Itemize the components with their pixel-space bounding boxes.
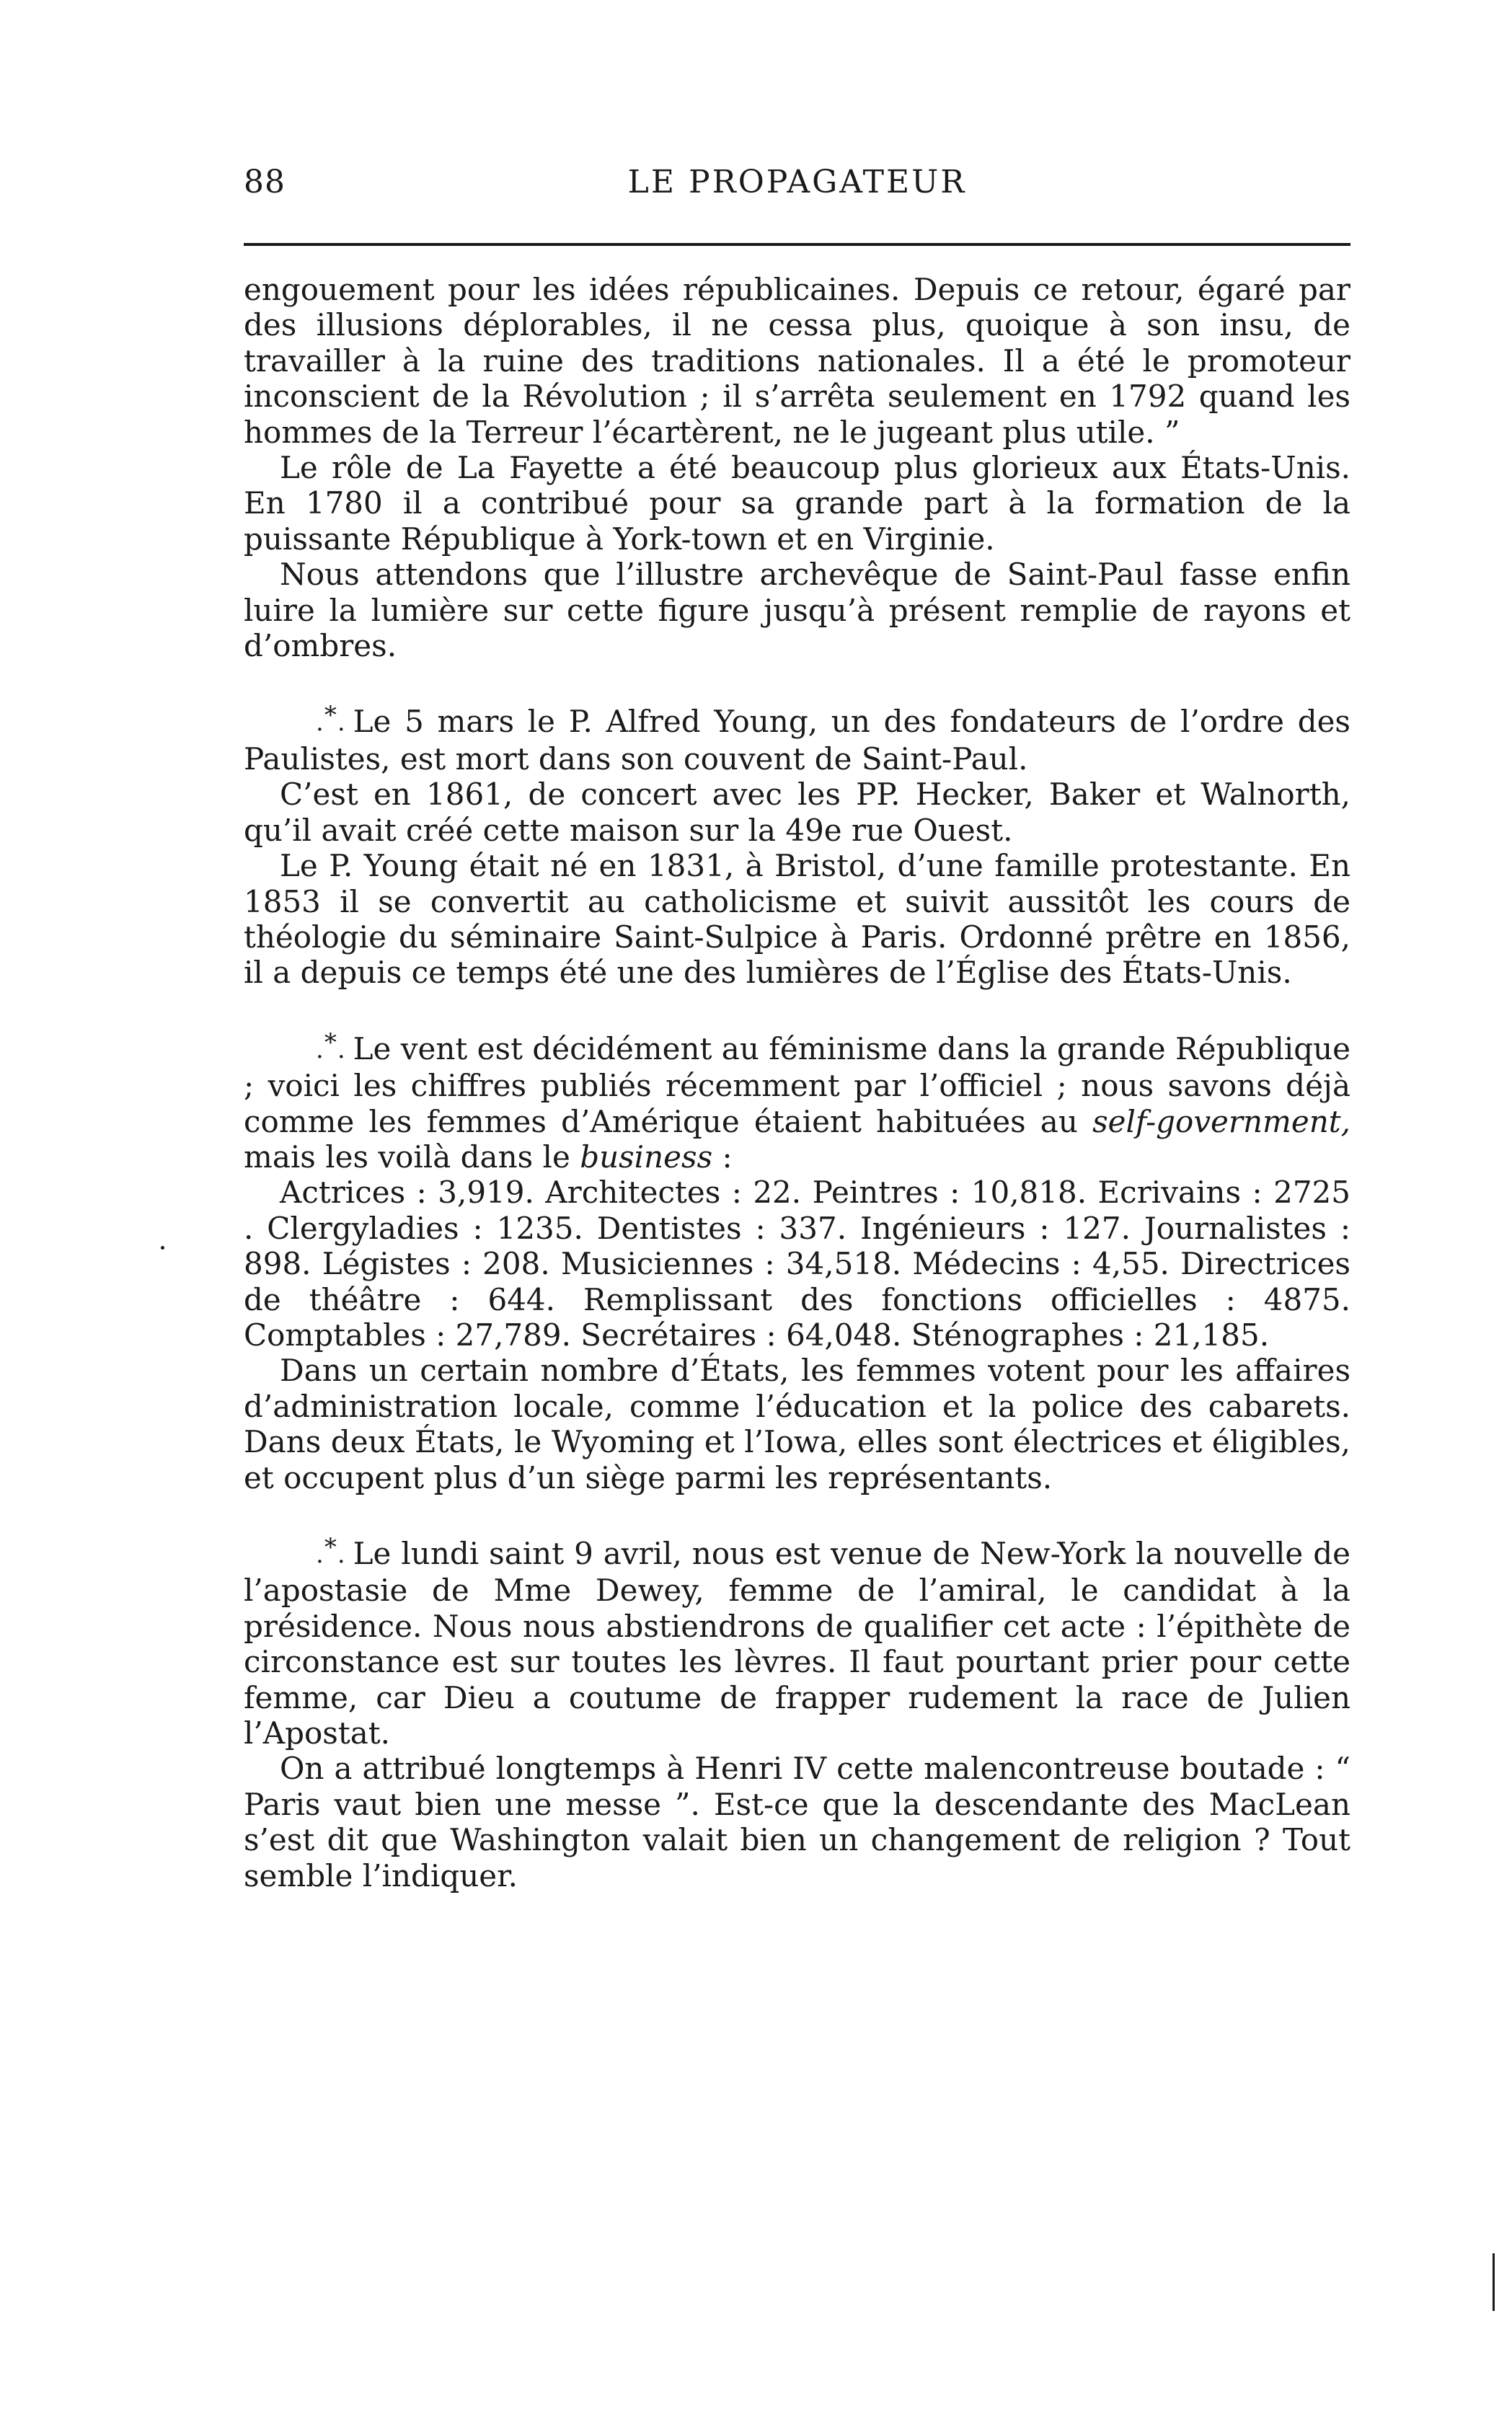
section-dewey bbox=[244, 1530, 1350, 1893]
asterism-icon: .*. bbox=[316, 701, 346, 738]
margin-speck bbox=[161, 1246, 164, 1250]
asterism-icon: .*. bbox=[316, 1028, 346, 1064]
paragraph: Le P. Young était né en 1831, à Bristol, d’une famille protestante. En 1853 il se convertit au catholicisme et suivit aussitôt les cours de théologie du séminaire Saint-Sulpice à Paris. Ordonné prêtre en 1856, il a depuis ce temps été une des lumières de l’Église des États-Unis. bbox=[244, 848, 1350, 991]
paragraph: On a attribué longtemps à Henri IV cette malencontreuse boutade : “ Paris vaut bien une messe ”. Est-ce que la descendante des MacLean s’est dit que Washington valait bien un changement de religion ? Tout semble l’indiquer. bbox=[244, 1751, 1350, 1893]
section-feminisme bbox=[244, 1025, 1350, 1495]
paragraph: .*. Le 5 mars le P. Alfred Young, un des fondateurs de l’ordre des Paulistes, est mort dans son couvent de Saint-Paul. bbox=[244, 698, 1350, 777]
page-number: 88 bbox=[244, 164, 286, 200]
paragraph: Dans un certain nombre d’États, les femmes votent pour les affaires d’administration locale, comme l’éducation et la police des cabarets. Dans deux États, le Wyoming et l’Iowa, elles sont électrices et éligibles, et occupent plus d’un siège parmi les représentants. bbox=[244, 1353, 1350, 1495]
running-title: LE PROPAGATEUR bbox=[627, 164, 967, 200]
paragraph: C’est en 1861, de concert avec les PP. Hecker, Baker et Walnorth, qu’il avait créé cette maison sur la 49e rue Ouest. bbox=[244, 777, 1350, 848]
margin-mark bbox=[1493, 2253, 1499, 2311]
header-rule bbox=[244, 243, 1350, 246]
book-page bbox=[244, 148, 1350, 1893]
running-header bbox=[244, 148, 1350, 210]
article-body bbox=[244, 272, 1350, 1893]
statistics-paragraph: Actrices : 3,919. Architectes : 22. Peintres : 10,818. Ecrivains : 2725 . Clergyladies : 1235. Dentistes : 337. Ingénieurs : 127. Journalistes : 898. Légistes : 208. Musiciennes : 34,518. Médecins : 4,55. Directrices de théâtre : 644. Remplissant des fonctions officielles : 4875. Comptables : 27,789. Secrétaires : 64,048. Sténographes : 21,185. bbox=[244, 1175, 1350, 1353]
asterism-icon: .*. bbox=[316, 1533, 346, 1569]
section-young bbox=[244, 698, 1350, 990]
section-lafayette bbox=[244, 272, 1350, 663]
paragraph: engouement pour les idées républicaines. Depuis ce retour, égaré par des illusions déplorables, il ne cessa plus, quoique à son insu, de travailler à la ruine des traditions nationales. Il a été le promoteur inconscient de la Révolution ; il s’arrêta seulement en 1792 quand les hommes de la Terreur l’écartèrent, ne le jugeant plus utile. ” bbox=[244, 272, 1350, 450]
paragraph: .*. Le vent est décidément au féminisme dans la grande République ; voici les chiffres publiés récemment par l’officiel ; nous savons déjà comme les femmes d’Amérique étaient habituées au self-government, mais les voilà dans le business : bbox=[244, 1025, 1350, 1175]
paragraph: Nous attendons que l’illustre archevêque de Saint-Paul fasse enfin luire la lumière sur cette figure jusqu’à présent remplie de rayons et d’ombres. bbox=[244, 557, 1350, 664]
paragraph: Le rôle de La Fayette a été beaucoup plus glorieux aux États-Unis. En 1780 il a contribué pour sa grande part à la formation de la puissante République à York-town et en Virginie. bbox=[244, 450, 1350, 557]
paragraph: .*. Le lundi saint 9 avril, nous est venue de New-York la nouvelle de l’apostasie de Mme Dewey, femme de l’amiral, le candidat à la présidence. Nous nous abstiendrons de qualifier cet acte : l’épithète de circonstance est sur toutes les lèvres. Il faut pourtant prier pour cette femme, car Dieu a coutume de frapper rudement la race de Julien l’Apostat. bbox=[244, 1530, 1350, 1751]
